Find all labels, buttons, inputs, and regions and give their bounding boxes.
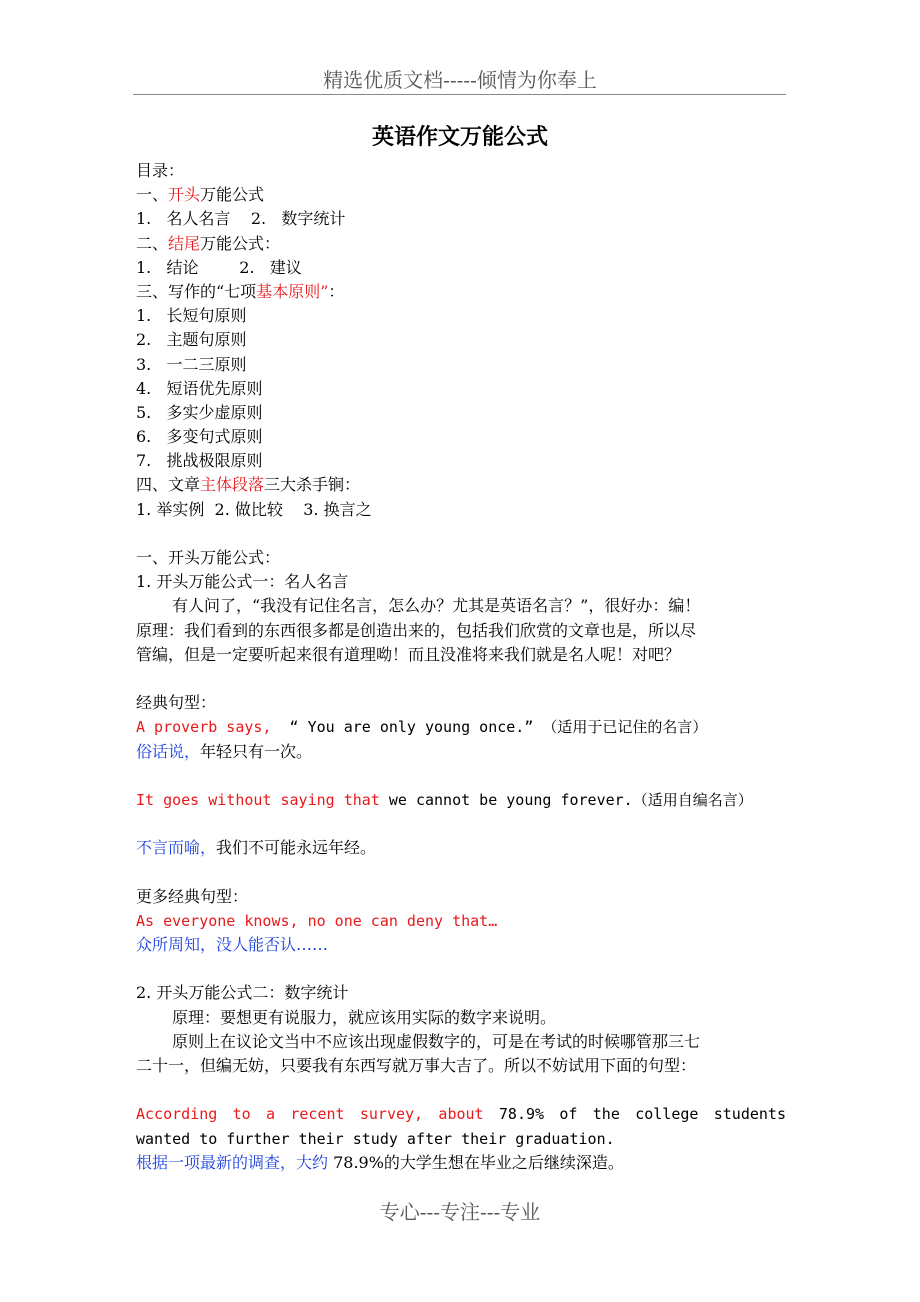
toc-section-1-items: 1. 名人名言 2. 数字统计 <box>136 209 346 229</box>
toc-heading: 目录： <box>136 161 185 180</box>
example-4-word: According <box>136 1105 218 1124</box>
toc-section-2 <box>136 232 786 256</box>
principle-item: 2. 主题句原则 <box>136 330 247 350</box>
example-2-cn-phrase: 不言而喻， <box>136 838 217 858</box>
example-2-phrase: It goes without saying that <box>136 790 380 809</box>
example-1-cn-sentence: 年轻只有一次。 <box>200 741 313 761</box>
formula-1-paragraph: 管编，但是一定要听起来很有道理呦！而且没准将来我们就是名人呢！对吧？ <box>136 644 681 664</box>
toc-section-4 <box>136 473 786 497</box>
toc-s1-highlight: 开头 <box>168 185 201 205</box>
example-4-word: about <box>438 1105 484 1124</box>
example-4-word: to <box>232 1105 251 1124</box>
more-heading: 更多经典句型： <box>136 886 249 906</box>
example-4-word: of <box>559 1105 578 1124</box>
example-1-cn-phrase: 俗话说， <box>136 741 201 761</box>
example-4-word: survey, <box>359 1105 424 1124</box>
document-body <box>136 159 786 1175</box>
formula-2-paragraph: 原理：要想更有说服力，就应该用实际的数字来说明。 <box>172 1007 557 1027</box>
example-4-word: college <box>635 1105 699 1124</box>
section-1-heading: 一、开头万能公式： <box>136 548 281 567</box>
example-4-word: 78.9% <box>498 1105 545 1124</box>
toc-s3-suffix: ： <box>328 281 345 301</box>
principle-item: 3. 一二三原则 <box>136 354 247 374</box>
toc-s4-suffix: 三大杀手锏： <box>264 475 361 495</box>
header-divider <box>133 94 786 95</box>
classic-heading: 经典句型： <box>136 693 217 713</box>
document-title: 英语作文万能公式 <box>371 124 548 150</box>
principle-item: 6. 多变句式原则 <box>136 427 263 447</box>
toc-section-2-items: 1. 结论 2. 建议 <box>136 257 302 277</box>
toc-s1-prefix: 一、 <box>136 185 169 205</box>
example-1-sentence: “ You are only young once.” （适用于已记住的名言） <box>289 718 708 737</box>
example-4-chinese <box>136 1151 786 1175</box>
page-header: 精选优质文档-----倾情为你奉上 <box>323 68 597 92</box>
toc-section-1 <box>136 183 786 207</box>
example-4-word: students <box>713 1105 786 1124</box>
example-4-word: recent <box>290 1105 345 1124</box>
toc-s4-highlight: 主体段落 <box>200 475 265 495</box>
toc-s3-highlight: 基本原则” <box>256 281 329 301</box>
example-4-word: a <box>266 1105 276 1124</box>
example-2-cn-sentence: 我们不可能永远年经。 <box>216 838 377 858</box>
toc-s2-highlight: 结尾 <box>168 233 201 253</box>
example-4-english-line-1 <box>136 1102 786 1126</box>
example-4-cn-sentence: 78.9%的大学生想在毕业之后继续深造。 <box>328 1152 624 1172</box>
example-1-english <box>136 715 786 739</box>
formula-1-heading: 1. 开头万能公式一：名人名言 <box>136 572 349 592</box>
example-4-cn-phrase: 根据一项最新的调查，大约 <box>136 1152 329 1172</box>
toc-s2-suffix: 万能公式： <box>200 233 281 253</box>
formula-2-heading: 2. 开头万能公式二：数字统计 <box>136 983 349 1003</box>
example-2-english <box>136 788 786 812</box>
example-3-chinese: 众所周知，没人能否认…… <box>136 935 329 954</box>
example-3-english: As everyone knows, no one can deny that… <box>136 911 498 930</box>
example-1-chinese <box>136 740 786 764</box>
toc-s1-suffix: 万能公式 <box>200 185 265 205</box>
toc-section-4-items: 1. 举实例 2. 做比较 3. 换言之 <box>136 499 372 519</box>
example-4-english-line-2: wanted to further their study after their graduation. <box>136 1129 615 1148</box>
example-2-sentence: we cannot be young forever.（适用自编名言） <box>379 790 753 809</box>
page-footer: 专心---专注---专业 <box>379 1200 541 1224</box>
principle-item: 1. 长短句原则 <box>136 306 247 326</box>
formula-1-paragraph: 原理：我们看到的东西很多都是创造出来的，包括我们欣赏的文章也是，所以尽 <box>136 620 697 640</box>
formula-2-paragraph: 原则上在议论文当中不应该出现虚假数字的，可是在考试的时候哪管那三七 <box>172 1031 701 1051</box>
toc-s4-prefix: 四、文章 <box>136 475 201 495</box>
example-1-phrase: A proverb says, <box>136 718 290 737</box>
toc-s2-prefix: 二、 <box>136 233 169 253</box>
formula-2-paragraph: 二十一，但编无妨，只要我有东西写就万事大吉了。所以不妨试用下面的句型： <box>136 1055 697 1075</box>
example-4-word: the <box>592 1105 620 1124</box>
toc-section-3 <box>136 280 786 304</box>
principle-item: 4. 短语优先原则 <box>136 378 263 398</box>
principle-item: 7. 挑战极限原则 <box>136 451 263 471</box>
example-2-chinese <box>136 836 786 860</box>
formula-1-paragraph: 有人问了，“我没有记住名言，怎么办？尤其是英语名言？”，很好办：编！ <box>172 596 701 616</box>
toc-s3-prefix: 三、写作的“七项 <box>136 281 257 301</box>
principle-item: 5. 多实少虚原则 <box>136 402 263 422</box>
